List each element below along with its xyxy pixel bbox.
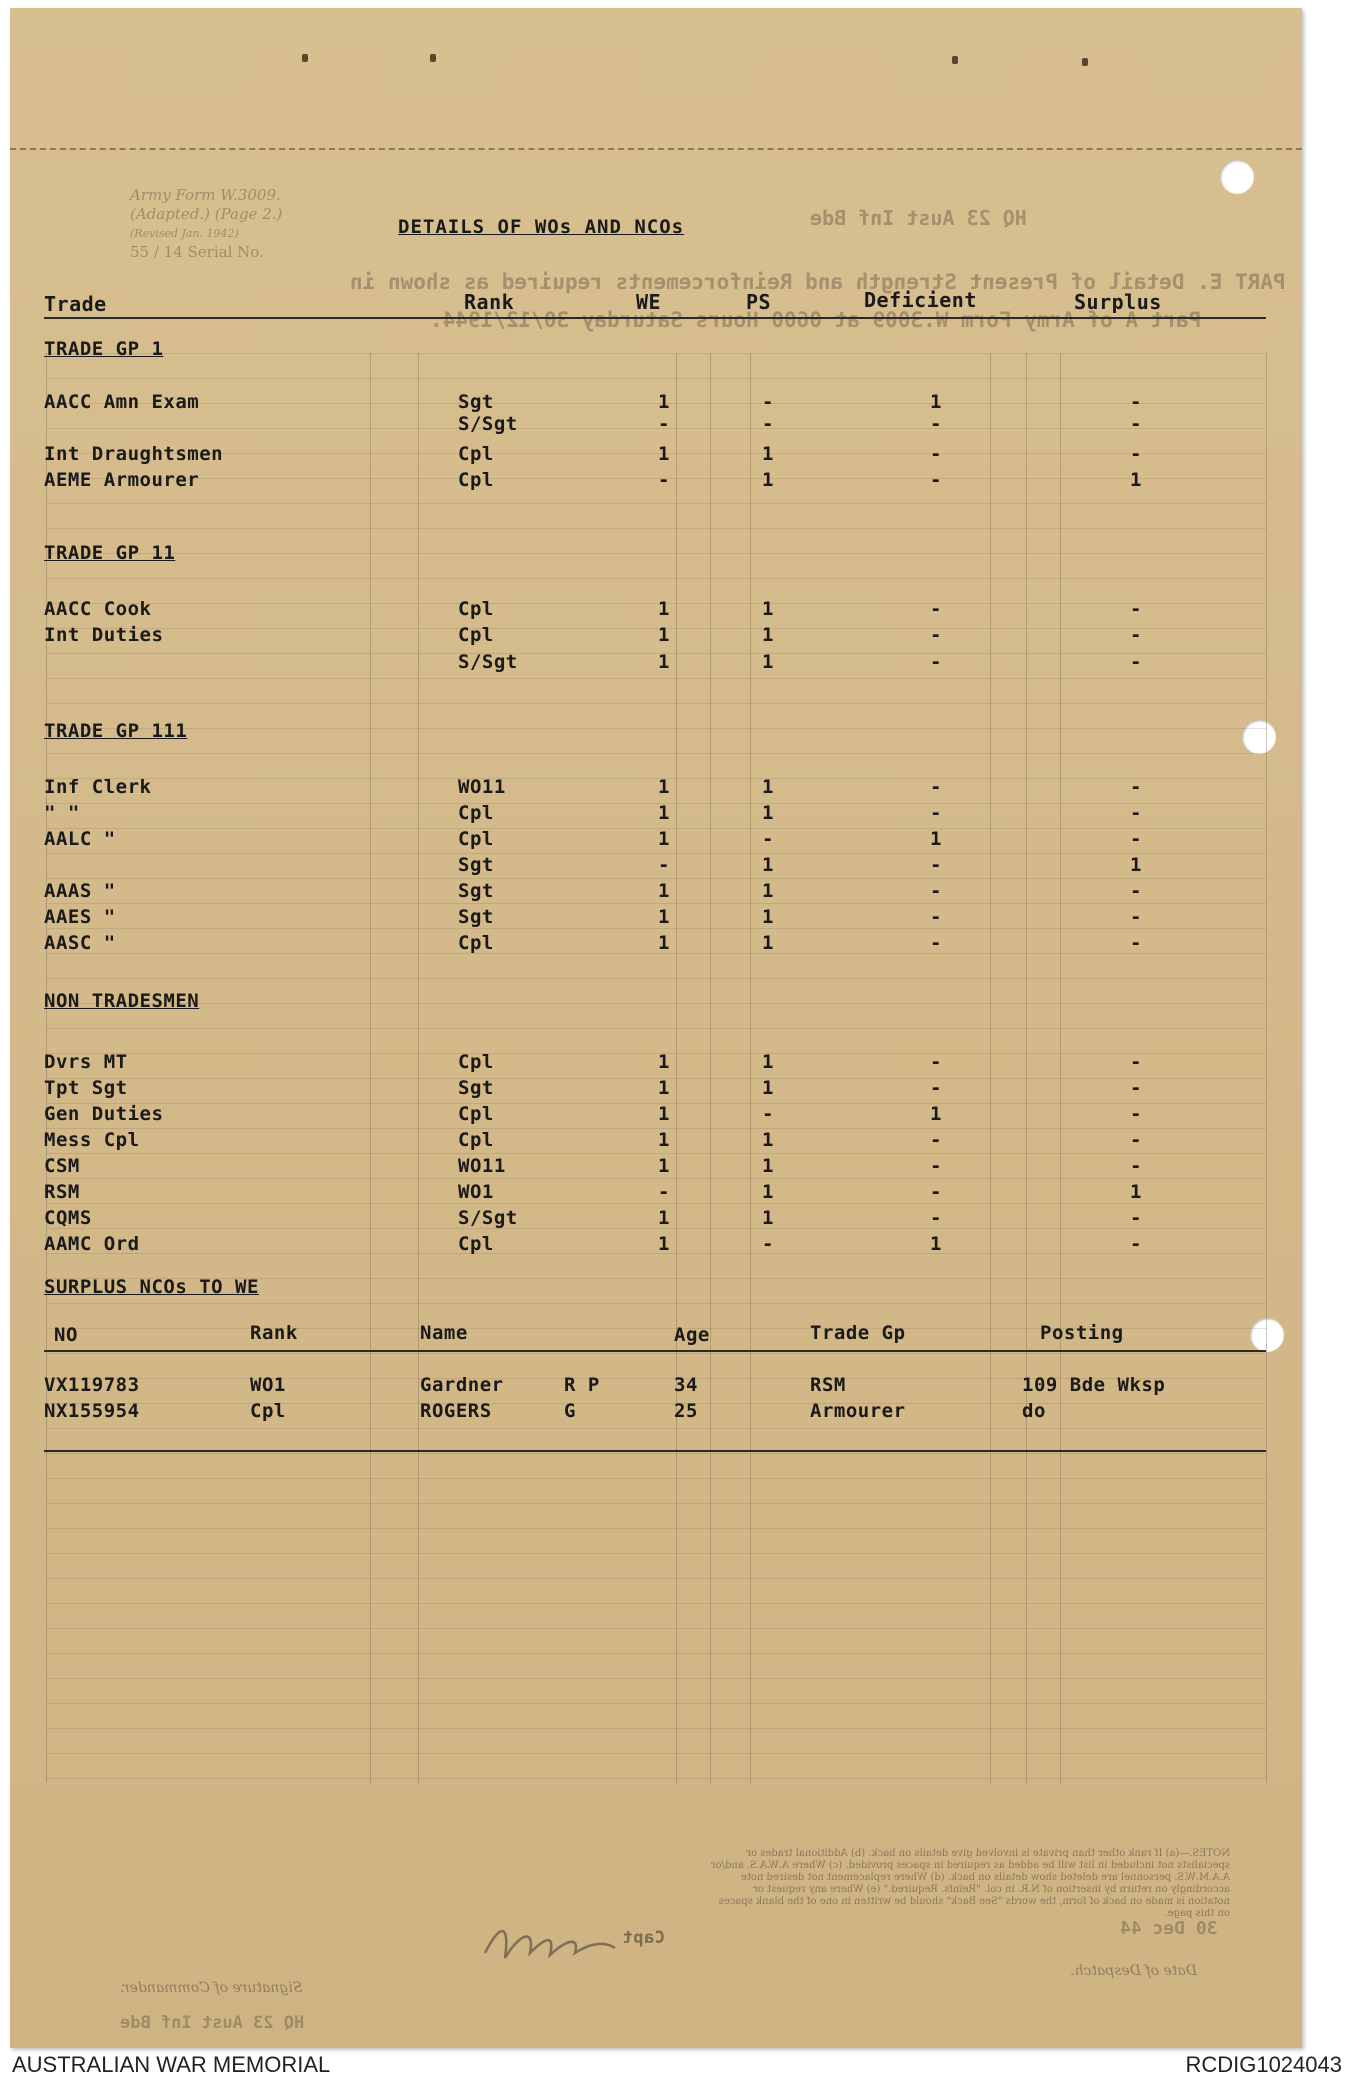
- dash-mark: -: [930, 802, 942, 824]
- we-cell: 1: [658, 624, 670, 646]
- trade-cell: AALC ": [44, 828, 116, 850]
- we-cell: 1: [658, 776, 670, 798]
- dash-mark: -: [1130, 776, 1142, 798]
- ps-cell: 1: [762, 1207, 774, 1229]
- ps-cell: 1: [762, 651, 774, 673]
- commander-signature: [480, 1913, 620, 1973]
- trade-cell: Int Draughtsmen: [44, 443, 224, 465]
- header-deficient: Deficient: [864, 288, 977, 312]
- ps-cell: 1: [762, 624, 774, 646]
- we-cell: 1: [658, 1077, 670, 1099]
- surplus-initials: R P: [564, 1374, 600, 1396]
- staple-mark: [1082, 58, 1088, 66]
- rank-cell: Cpl: [458, 828, 494, 850]
- rank-cell: Sgt: [458, 1077, 494, 1099]
- def-cell: 1: [930, 391, 942, 413]
- rank-cell: Cpl: [458, 1051, 494, 1073]
- dash-mark: -: [762, 391, 774, 413]
- archive-id: RCDIG1024043: [1185, 2052, 1342, 2077]
- ghost-part-heading: PART E. Detail of Present Strength and Reinforcements required as shown in: [350, 270, 1286, 294]
- dash-mark: -: [930, 880, 942, 902]
- signature-suffix: Capt: [622, 1928, 665, 1948]
- sur-cell: 1: [1130, 1181, 1142, 1203]
- trade-cell: RSM: [44, 1181, 80, 1203]
- ps-cell: 1: [762, 932, 774, 954]
- rank-cell: Cpl: [458, 598, 494, 620]
- dash-mark: -: [930, 624, 942, 646]
- archive-name: AUSTRALIAN WAR MEMORIAL: [12, 2052, 331, 2077]
- surplus-header-rule: [44, 1350, 1266, 1352]
- rank-cell: Cpl: [458, 443, 494, 465]
- surplus-posting: 109 Bde Wksp: [1022, 1374, 1166, 1396]
- document-page: [10, 8, 1302, 2048]
- dash-mark: -: [930, 776, 942, 798]
- we-cell: 1: [658, 651, 670, 673]
- dash-mark: -: [1130, 624, 1142, 646]
- surplus-posting: do: [1022, 1400, 1046, 1422]
- rank-cell: S/Sgt: [458, 651, 518, 673]
- we-cell: 1: [658, 1103, 670, 1125]
- surplus-header-posting: Posting: [1040, 1322, 1124, 1344]
- rank-cell: WO1: [458, 1181, 494, 1203]
- dash-mark: -: [1130, 598, 1142, 620]
- trade-cell: Gen Duties: [44, 1103, 164, 1125]
- dash-mark: -: [658, 1181, 670, 1203]
- dash-mark: -: [930, 651, 942, 673]
- ghost-date: 30 Dec 44: [1120, 1918, 1218, 1939]
- ps-cell: 1: [762, 1129, 774, 1151]
- dash-mark: -: [1130, 651, 1142, 673]
- rank-cell: Sgt: [458, 906, 494, 928]
- surplus-rank: WO1: [250, 1374, 286, 1396]
- dash-mark: -: [1130, 932, 1142, 954]
- trade-cell: Tpt Sgt: [44, 1077, 128, 1099]
- trade-cell: AACC Cook: [44, 598, 152, 620]
- def-cell: 1: [930, 1233, 942, 1255]
- ps-cell: 1: [762, 906, 774, 928]
- dash-mark: -: [1130, 443, 1142, 465]
- trade-cell: AAMC Ord: [44, 1233, 140, 1255]
- header-ps: PS: [746, 290, 772, 314]
- we-cell: 1: [658, 802, 670, 824]
- header-rank: Rank: [464, 290, 515, 314]
- ps-cell: 1: [762, 1051, 774, 1073]
- dash-mark: -: [930, 1207, 942, 1229]
- we-cell: 1: [658, 1051, 670, 1073]
- we-cell: 1: [658, 1233, 670, 1255]
- surplus-heading: SURPLUS NCOs TO WE: [44, 1276, 259, 1298]
- surplus-surname: ROGERS: [420, 1400, 492, 1422]
- ps-cell: 1: [762, 880, 774, 902]
- surplus-rank: Cpl: [250, 1400, 286, 1422]
- surplus-header-age: Age: [674, 1324, 710, 1346]
- dash-mark: -: [930, 598, 942, 620]
- surplus-trade: Armourer: [810, 1400, 906, 1422]
- surplus-trade: RSM: [810, 1374, 846, 1396]
- dash-mark: -: [930, 469, 942, 491]
- trade-cell: Inf Clerk: [44, 776, 152, 798]
- ghost-part-subheading: Part A of Army Form W.3009 at 0600 Hours Saturday 30/12/1944.: [430, 308, 1202, 332]
- dash-mark: -: [930, 854, 942, 876]
- rank-cell: Sgt: [458, 854, 494, 876]
- dash-mark: -: [1130, 1077, 1142, 1099]
- dash-mark: -: [1130, 802, 1142, 824]
- we-cell: 1: [658, 443, 670, 465]
- rank-cell: Cpl: [458, 1129, 494, 1151]
- we-cell: 1: [658, 828, 670, 850]
- header-we: WE: [636, 290, 662, 314]
- sur-cell: 1: [1130, 469, 1142, 491]
- dash-mark: -: [930, 1051, 942, 1073]
- dash-mark: -: [930, 413, 942, 435]
- trade-cell: CQMS: [44, 1207, 92, 1229]
- ps-cell: 1: [762, 443, 774, 465]
- dash-mark: -: [1130, 906, 1142, 928]
- punch-hole: [1242, 720, 1276, 754]
- we-cell: 1: [658, 906, 670, 928]
- surplus-header-name: Name: [420, 1322, 468, 1344]
- dash-mark: -: [930, 1181, 942, 1203]
- dash-mark: -: [658, 469, 670, 491]
- ghost-unit-bottom: HQ 23 Aust Inf Bde: [120, 2013, 305, 2033]
- dash-mark: -: [1130, 413, 1142, 435]
- trade-cell: Mess Cpl: [44, 1129, 140, 1151]
- trade-cell: AACC Amn Exam: [44, 391, 200, 413]
- surplus-no: VX119783: [44, 1374, 140, 1396]
- dash-mark: -: [762, 413, 774, 435]
- surplus-age: 25: [674, 1400, 698, 1422]
- section-heading: TRADE GP 11: [44, 542, 176, 564]
- we-cell: 1: [658, 932, 670, 954]
- we-cell: 1: [658, 1155, 670, 1177]
- dash-mark: -: [930, 1155, 942, 1177]
- section-heading: TRADE GP 1: [44, 338, 164, 360]
- dash-mark: -: [930, 443, 942, 465]
- punch-hole: [1250, 1318, 1284, 1352]
- date-of-despatch-label: Date of Despatch.: [1070, 1963, 1197, 1979]
- we-cell: 1: [658, 1207, 670, 1229]
- rank-cell: Cpl: [458, 469, 494, 491]
- perforation-line: [10, 148, 1302, 150]
- rank-cell: Cpl: [458, 1233, 494, 1255]
- rank-cell: WO11: [458, 776, 506, 798]
- def-cell: 1: [930, 1103, 942, 1125]
- def-cell: 1: [930, 828, 942, 850]
- dash-mark: -: [930, 906, 942, 928]
- surplus-header-trade: Trade Gp: [810, 1322, 906, 1344]
- dash-mark: -: [762, 1233, 774, 1255]
- rank-cell: Cpl: [458, 932, 494, 954]
- dash-mark: -: [658, 413, 670, 435]
- dash-mark: -: [930, 932, 942, 954]
- staple-mark: [430, 54, 436, 62]
- punch-hole: [1220, 160, 1254, 194]
- sur-cell: 1: [1130, 854, 1142, 876]
- dash-mark: -: [1130, 1129, 1142, 1151]
- rank-cell: Cpl: [458, 802, 494, 824]
- archive-footer: [0, 2050, 1354, 2082]
- rank-cell: Sgt: [458, 391, 494, 413]
- dash-mark: -: [930, 1129, 942, 1151]
- rank-cell: S/Sgt: [458, 1207, 518, 1229]
- we-cell: 1: [658, 391, 670, 413]
- surplus-header-rank: Rank: [250, 1322, 298, 1344]
- header-surplus: Surplus: [1074, 290, 1162, 314]
- rank-cell: Sgt: [458, 880, 494, 902]
- dash-mark: -: [1130, 1155, 1142, 1177]
- ps-cell: 1: [762, 802, 774, 824]
- section-heading: NON TRADESMEN: [44, 990, 200, 1012]
- we-cell: 1: [658, 880, 670, 902]
- trade-cell: AEME Armourer: [44, 469, 200, 491]
- ps-cell: 1: [762, 776, 774, 798]
- surplus-surname: Gardner: [420, 1374, 504, 1396]
- dash-mark: -: [1130, 391, 1142, 413]
- trade-cell: AAAS ": [44, 880, 116, 902]
- trade-cell: " ": [44, 802, 80, 824]
- dash-mark: -: [1130, 880, 1142, 902]
- ps-cell: 1: [762, 1077, 774, 1099]
- dash-mark: -: [1130, 1103, 1142, 1125]
- rank-cell: WO11: [458, 1155, 506, 1177]
- trade-cell: Dvrs MT: [44, 1051, 128, 1073]
- ps-cell: 1: [762, 1155, 774, 1177]
- dash-mark: -: [1130, 1207, 1142, 1229]
- surplus-age: 34: [674, 1374, 698, 1396]
- rank-cell: Cpl: [458, 1103, 494, 1125]
- surplus-no: NX155954: [44, 1400, 140, 1422]
- surplus-initials: G: [564, 1400, 576, 1422]
- form-notes: NOTES.—(a) If rank other than private is involved give details on back. (b) Additional trades or specialists not included in list will be added as required in spaces provided. (c) Where A.W.A.S. and/or A.A.M.W.S. personnel are deleted show details on back. (d) Where replacement not desired note accordingly on return by insertion of N.R. in col. "Reinfs. Required." (e) Where any request or notation is made on back of form, the words "See Back" should be written in one of the blank spaces on this page.: [710, 1848, 1230, 1919]
- ps-cell: 1: [762, 854, 774, 876]
- trade-cell: AAES ": [44, 906, 116, 928]
- trade-cell: Int Duties: [44, 624, 164, 646]
- dash-mark: -: [658, 854, 670, 876]
- we-cell: 1: [658, 1129, 670, 1151]
- trade-cell: CSM: [44, 1155, 80, 1177]
- dash-mark: -: [1130, 1051, 1142, 1073]
- dash-mark: -: [762, 828, 774, 850]
- we-cell: 1: [658, 598, 670, 620]
- trade-cell: AASC ": [44, 932, 116, 954]
- dash-mark: -: [1130, 828, 1142, 850]
- ps-cell: 1: [762, 598, 774, 620]
- document-title: DETAILS OF WOs AND NCOs: [398, 216, 685, 238]
- rank-cell: S/Sgt: [458, 413, 518, 435]
- dash-mark: -: [762, 1103, 774, 1125]
- signature-label: Signature of Commander.: [120, 1980, 303, 1996]
- form-reference: Army Form W.3009. (Adapted.) (Page 2.) (Revised Jan. 1942) 55 / 14 Serial No.: [130, 186, 283, 261]
- ghost-unit-text: HQ 23 Aust Inf Bde: [810, 206, 1027, 230]
- staple-mark: [302, 54, 308, 62]
- header-rule: [44, 317, 1266, 319]
- staple-mark: [952, 56, 958, 64]
- ps-cell: 1: [762, 1181, 774, 1203]
- surplus-header-no: NO: [54, 1324, 78, 1346]
- surplus-bottom-rule: [44, 1450, 1266, 1452]
- rank-cell: Cpl: [458, 624, 494, 646]
- section-heading: TRADE GP 111: [44, 720, 188, 742]
- dash-mark: -: [1130, 1233, 1142, 1255]
- dash-mark: -: [930, 1077, 942, 1099]
- ps-cell: 1: [762, 469, 774, 491]
- header-trade: Trade: [44, 292, 107, 316]
